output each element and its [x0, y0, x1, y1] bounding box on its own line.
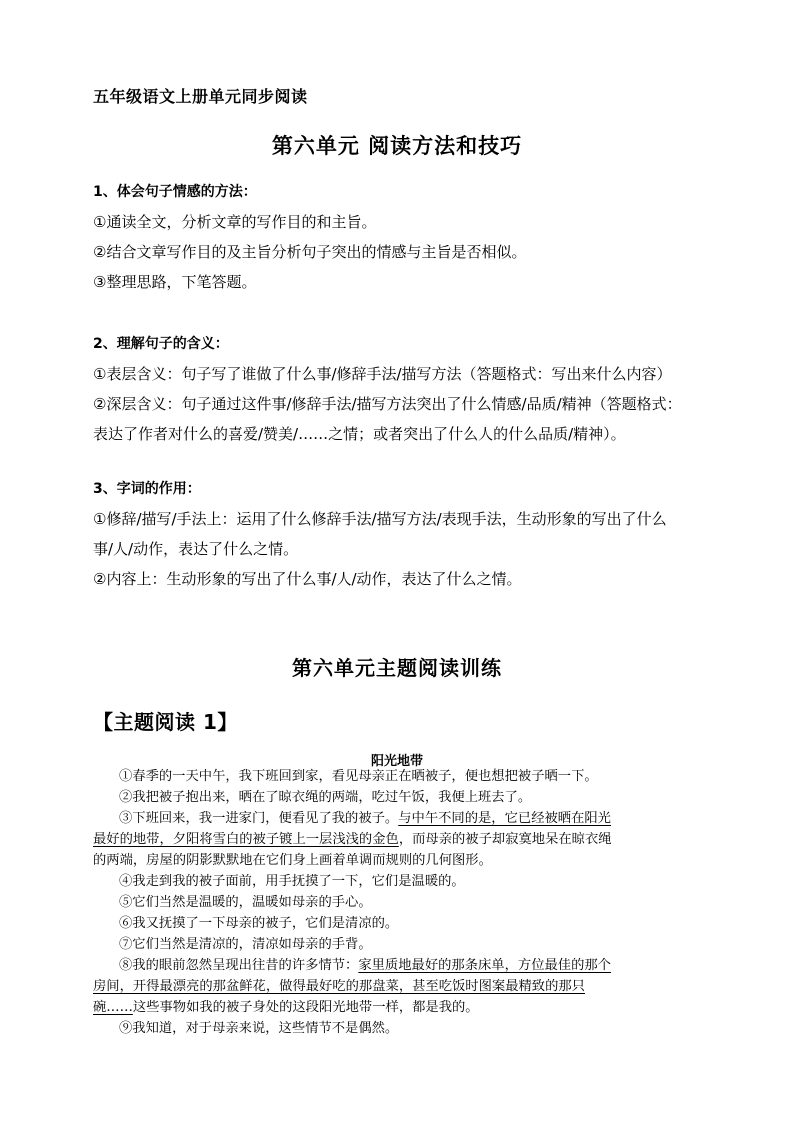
article-paragraph-continued: 的两端，房屋的阴影默默地在它们身上画着单调而规则的几何图形。	[93, 853, 492, 868]
underlined-sentence: 家里质地最好的那条床单，方位最佳的那个	[358, 958, 611, 973]
training-title: 第六单元主题阅读训练	[292, 656, 502, 680]
article-paragraph: ④我走到我的被子面前，用手抚摸了一下，它们是温暖的。	[119, 874, 465, 889]
article-paragraph	[93, 955, 713, 976]
section-heading: 3、字词的作用：	[93, 481, 201, 497]
article-paragraph	[93, 808, 713, 829]
paragraph-text: 这些事物如我的被子身处的这段阳光地带一样，都是我的。	[132, 1000, 479, 1015]
method-line: 事/人/动作，表达了什么之情。	[93, 540, 299, 558]
method-line: ③整理思路，下笔答题。	[93, 273, 257, 291]
article-paragraph-continued	[93, 997, 713, 1018]
underlined-sentence: 最好的地带，夕阳将雪白的被子镀上一层浅浅的金色	[93, 832, 399, 847]
article-title: 阳光地带	[370, 754, 423, 769]
article-paragraph: ⑥我又抚摸了一下母亲的被子，它们是清凉的。	[119, 916, 399, 931]
paragraph-text: ，而母亲的被子却寂寞地呆在晾衣绳	[398, 832, 612, 847]
unit-title: 第六单元 阅读方法和技巧	[271, 134, 523, 158]
article-paragraph: ⑤它们当然是温暖的，温暖如母亲的手心。	[119, 895, 372, 910]
underlined-sentence: 碗……	[93, 1000, 133, 1015]
underlined-sentence: 与中午不同的是，它已经被晒在阳光	[398, 811, 611, 826]
method-line: 表达了作者对什么的喜爱/赞美/……之情；或者突出了什么人的什么品质/精神）。	[93, 425, 626, 443]
method-line: ①表层含义：句子写了谁做了什么事/修辞手法/描写方法（答题格式：写出来什么内容）	[93, 365, 672, 383]
section-word-function	[93, 480, 713, 594]
article-body	[93, 766, 713, 1039]
method-line: ②结合文章写作目的及主旨分析句子突出的情感与主旨是否相似。	[93, 243, 527, 261]
article-paragraph: ⑦它们当然是清凉的，清凉如母亲的手背。	[119, 937, 372, 952]
method-line: ②内容上：生动形象的写出了什么事/人/动作，表达了什么之情。	[93, 570, 522, 588]
theme-reading-label: 【主题阅读 1】	[93, 710, 238, 734]
method-line: ①通读全文，分析文章的写作目的和主旨。	[93, 213, 377, 231]
paragraph-text: ⑧我的眼前忽然呈现出往昔的许多情节：	[119, 958, 359, 973]
section-sentence-meaning	[93, 335, 713, 449]
section-heading: 2、理解句子的含义：	[93, 336, 229, 352]
underlined-sentence: 房间，开得最漂亮的那盆鲜花，做得最好吃的那盘菜，甚至吃饭时图案最精致的那只	[93, 979, 585, 994]
document-subtitle: 五年级语文上册单元同步阅读	[93, 87, 308, 106]
article-paragraph: ②我把被子抱出来，晒在了晾衣绳的两端，吃过午饭，我便上班去了。	[119, 790, 532, 805]
article-paragraph-continued	[93, 829, 713, 850]
paragraph-text: ③下班回来，我一进家门，便看见了我的被子。	[119, 811, 399, 826]
article-paragraph: ①春季的一天中午，我下班回到家，看见母亲正在晒被子，便也想把被子晒一下。	[119, 769, 598, 784]
method-line: ①修辞/描写/手法上：运用了什么修辞手法/描写方法/表现手法，生动形象的写出了什么	[93, 510, 667, 528]
section-heading: 1、体会句子情感的方法：	[93, 184, 257, 200]
article-paragraph-continued	[93, 976, 713, 997]
section-sentence-emotion	[93, 183, 713, 297]
article-paragraph: ⑨我知道，对于母亲来说，这些情节不是偶然。	[119, 1021, 399, 1036]
method-line: ②深层含义：句子通过这件事/修辞手法/描写方法突出了什么情感/品质/精神（答题格式：	[93, 395, 682, 413]
